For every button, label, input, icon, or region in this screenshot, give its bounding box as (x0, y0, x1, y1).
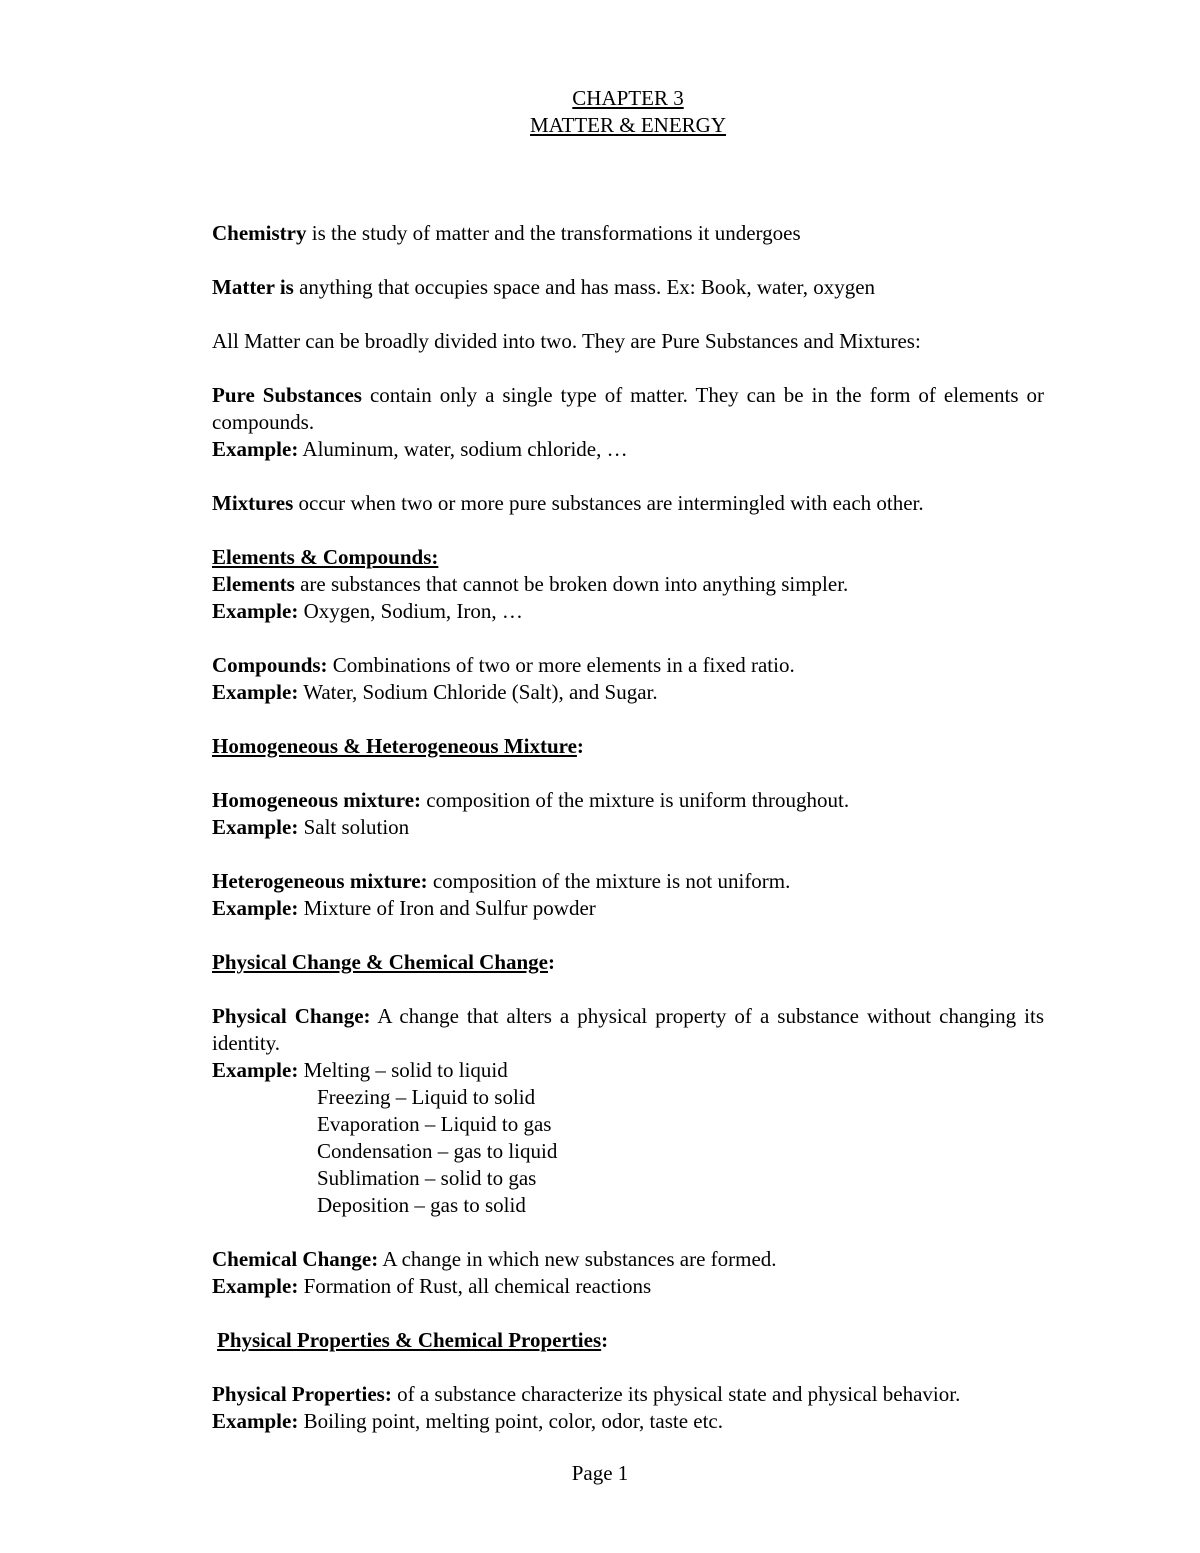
heterogeneous-definition (212, 868, 1044, 895)
matter-text: anything that occupies space and has mass. Ex: Book, water, oxygen (293, 275, 876, 299)
physical-change-example (212, 1057, 1044, 1084)
physical-chemical-change-heading (212, 949, 1044, 976)
example-item: Evaporation – Liquid to gas (317, 1112, 552, 1136)
example-label: Example: (212, 599, 299, 623)
chemical-change-example (212, 1273, 1044, 1300)
homogeneous-text: composition of the mixture is uniform throughout. (421, 788, 850, 812)
example-label: Example: (212, 896, 299, 920)
chapter-title: MATTER & ENERGY (530, 113, 726, 137)
physical-change-term: Physical Change: (212, 1004, 371, 1028)
homo-hetero-heading (212, 733, 1044, 760)
elements-definition (212, 571, 1044, 598)
chapter-number: CHAPTER 3 (572, 86, 684, 110)
pure-substances-definition (212, 382, 1044, 436)
homogeneous-definition (212, 787, 1044, 814)
chemistry-term: Chemistry (212, 221, 307, 245)
example-item: Deposition – gas to solid (317, 1193, 526, 1217)
example-label: Example: (212, 1409, 299, 1433)
compounds-text: Combinations of two or more elements in a fixed ratio. (327, 653, 795, 677)
example-text: Aluminum, water, sodium chloride, … (298, 437, 628, 461)
heterogeneous-example (212, 895, 1044, 922)
example-text: Boiling point, melting point, color, odor, taste etc. (298, 1409, 724, 1433)
mixtures-text: occur when two or more pure substances are intermingled with each other. (293, 491, 924, 515)
compounds-definition (212, 652, 1044, 679)
elements-text: are substances that cannot be broken down into anything simpler. (294, 572, 849, 596)
example-item: Sublimation – solid to gas (317, 1166, 537, 1190)
heading-colon: : (601, 1328, 609, 1352)
mixtures-term: Mixtures (212, 491, 294, 515)
matter-term: Matter is (212, 275, 294, 299)
chemical-change-term: Chemical Change: (212, 1247, 379, 1271)
chemistry-text: is the study of matter and the transformations it undergoes (306, 221, 801, 245)
all-matter-statement: All Matter can be broadly divided into two. They are Pure Substances and Mixtures: (212, 329, 921, 353)
page-number: Page 1 (571, 1461, 629, 1485)
heading-text: Physical Properties & Chemical Properties (217, 1328, 602, 1352)
heading-text: Physical Change & Chemical Change (212, 950, 548, 974)
example-label: Example: (212, 680, 299, 704)
elements-example (212, 598, 1044, 625)
chemical-change-definition (212, 1246, 1044, 1273)
example-label: Example: (212, 1274, 299, 1298)
heading-colon: : (576, 734, 584, 758)
physical-properties-term: Physical Properties: (212, 1382, 392, 1406)
example-label: Example: (212, 1058, 299, 1082)
pure-substances-example (212, 436, 1044, 463)
example-label: Example: (212, 437, 299, 461)
physical-change-definition (212, 1003, 1044, 1057)
heading-text: Elements & Compounds: (212, 545, 439, 569)
mixtures-definition (212, 490, 1044, 517)
heterogeneous-text: composition of the mixture is not uniform. (427, 869, 791, 893)
example-label: Example: (212, 815, 299, 839)
properties-heading (212, 1327, 1044, 1354)
heading-colon: : (548, 950, 555, 974)
compounds-example (212, 679, 1044, 706)
example-text: Salt solution (298, 815, 410, 839)
homogeneous-term: Homogeneous mixture: (212, 788, 422, 812)
heterogeneous-term: Heterogeneous mixture: (212, 869, 428, 893)
pure-substances-term: Pure Substances (212, 383, 362, 407)
example-item: Freezing – Liquid to solid (317, 1085, 536, 1109)
physical-change-text: A change that alters a physical property of a substance without changing its identity. (212, 1004, 1044, 1055)
example-text: Water, Sodium Chloride (Salt), and Sugar. (298, 680, 658, 704)
elements-term: Elements (212, 572, 295, 596)
example-text: Mixture of Iron and Sulfur powder (298, 896, 596, 920)
physical-properties-definition (212, 1381, 1044, 1408)
compounds-term: Compounds: (212, 653, 328, 677)
example-item: Melting – solid to liquid (298, 1058, 508, 1082)
heading-text: Homogeneous & Heterogeneous Mixture (212, 734, 577, 758)
matter-definition (212, 274, 1044, 301)
example-item: Condensation – gas to liquid (317, 1139, 558, 1163)
page-content (212, 85, 1044, 1435)
example-text: Formation of Rust, all chemical reactions (298, 1274, 652, 1298)
pure-substances-text: contain only a single type of matter. They can be in the form of elements or compounds. (212, 383, 1044, 434)
example-text: Oxygen, Sodium, Iron, … (298, 599, 523, 623)
homogeneous-example (212, 814, 1044, 841)
physical-properties-example (212, 1408, 1044, 1435)
chemical-change-text: A change in which new substances are formed. (378, 1247, 777, 1271)
elements-compounds-heading (212, 544, 1044, 571)
chemistry-definition (212, 220, 1044, 247)
physical-properties-text: of a substance characterize its physical state and physical behavior. (391, 1382, 961, 1406)
